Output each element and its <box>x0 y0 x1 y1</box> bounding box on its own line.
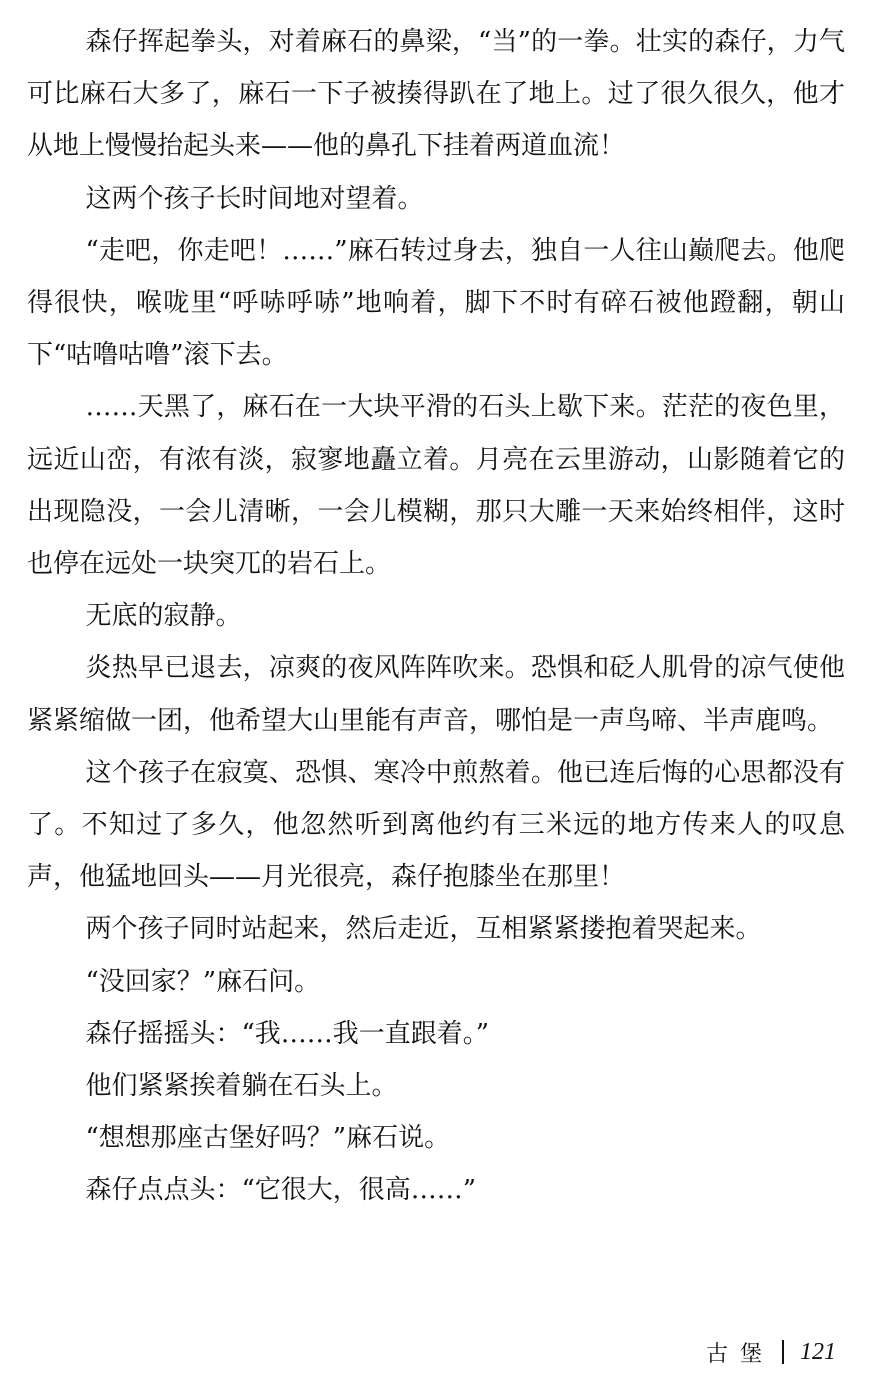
paragraph: “走吧，你走吧！……”麻石转过身去，独自一人往山巅爬去。他爬得很快，喉咙里“呼哧呼哧”地响着，脚下不时有碎石被他蹬翻，朝山下“咕噜咕噜”滚下去。 <box>27 235 845 371</box>
page-number: 121 <box>800 1338 836 1365</box>
paragraph: 森仔挥起拳头，对着麻石的鼻梁，“当”的一拳。壮实的森仔，力气可比麻石大多了，麻石一下子被揍得趴在了地上。过了很久很久，他才从地上慢慢抬起头来——他的鼻孔下挂着两道血流！ <box>27 27 845 162</box>
paragraph: 森仔摇摇头：“我……我一直跟着。” <box>85 1018 490 1049</box>
paragraph: 这两个孩子长时间地对望着。 <box>85 183 424 214</box>
paragraph: 这个孩子在寂寞、恐惧、寒冷中煎熬着。他已连后悔的心思都没有了。不知过了多久，他忽然听到离他约有三米远的地方传来人的叹息声，他猛地回头——月光很亮，森仔抱膝坐在那里！ <box>27 757 845 893</box>
body-text <box>27 16 845 1217</box>
page-footer <box>706 1332 836 1372</box>
footer-divider <box>782 1340 784 1364</box>
running-title: 古堡 <box>705 1341 774 1367</box>
paragraph: 无底的寂静。 <box>85 601 242 632</box>
paragraph: 森仔点点头：“它很大，很高……” <box>85 1175 477 1206</box>
paragraph: ……天黑了，麻石在一大块平滑的石头上歇下来。茫茫的夜色里，远近山峦，有浓有淡，寂寥地矗立着。月亮在云里游动，山影随着它的出现隐没，一会儿清晰，一会儿模糊，那只大雕一天来始终相伴，这时也停在远处一块突兀的岩石上。 <box>27 392 845 580</box>
paragraph: 两个孩子同时站起来，然后走近，互相紧紧搂抱着哭起来。 <box>85 914 762 945</box>
paragraph: 炎热早已退去，凉爽的夜风阵阵吹来。恐惧和砭人肌骨的凉气使他紧紧缩做一团，他希望大山里能有声音，哪怕是一声鸟啼、半声鹿鸣。 <box>27 653 845 736</box>
paragraph: “想想那座古堡好吗？”麻石说。 <box>85 1123 451 1154</box>
paragraph: “没回家？”麻石问。 <box>85 966 321 997</box>
paragraph: 他们紧紧挨着躺在石头上。 <box>85 1071 398 1102</box>
